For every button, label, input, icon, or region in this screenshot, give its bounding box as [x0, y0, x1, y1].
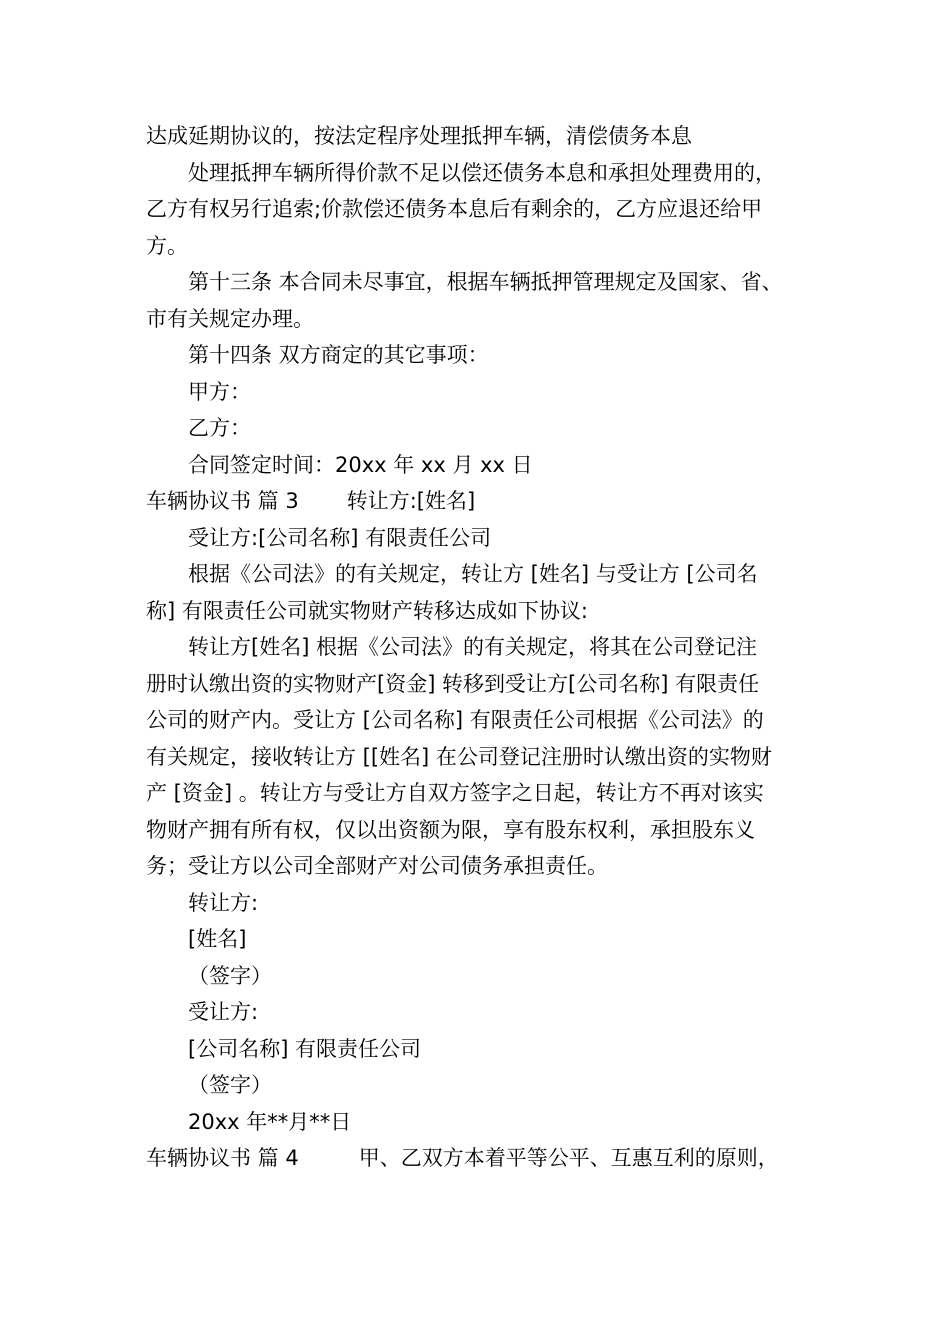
text-line: 公司的财产内。受让方 [公司名称] 有限责任公司根据《公司法》的 — [146, 708, 764, 732]
text-line: 甲方： — [188, 379, 251, 404]
text-line: 务；受让方以公司全部财产对公司债务承担责任。 — [146, 854, 608, 878]
text-line: 有关规定，接收转让方 [[姓名] 在公司登记注册时认缴出资的实物财 — [146, 744, 772, 769]
text-line: 达成延期协议的，按法定程序处理抵押车辆，清偿债务本息 — [146, 124, 692, 148]
text-line: 合同签定时间：20xx 年 xx 月 xx 日 — [188, 452, 533, 477]
document-body — [146, 118, 826, 1177]
text-line: 册时认缴出资的实物财产[资金] 转移到受让方[公司名称] 有限责任 — [146, 671, 760, 696]
text-line: 乙方： — [188, 416, 251, 440]
text-line: （签字） — [188, 963, 272, 988]
text-line: 市有关规定办理。 — [146, 306, 314, 331]
text-line: 20xx 年**月**日 — [188, 1109, 352, 1134]
text-line: 乙方有权另行追索;价款偿还债务本息后有剩余的，乙方应退还给甲 — [146, 197, 763, 221]
section-heading-line — [146, 483, 826, 520]
text-line: 转让方[姓名] 根据《公司法》的有关规定，将其在公司登记注 — [188, 635, 758, 659]
text-line: [公司名称] 有限责任公司 — [188, 1036, 422, 1061]
section-heading: 车辆协议书 篇 3 — [146, 489, 299, 513]
text-line: [姓名] — [188, 927, 247, 951]
text-line: 物财产拥有所有权，仅以出资额为限，享有股东权利，承担股东义 — [146, 817, 755, 842]
text-run: 转让方:[姓名] — [346, 489, 476, 513]
text-run: 甲、乙双方本着平等公平、互惠互利的原则， — [358, 1146, 779, 1170]
section-heading-line — [146, 1140, 826, 1177]
text-line: 第十四条 双方商定的其它事项： — [188, 343, 489, 367]
text-line: 根据《公司法》的有关规定，转让方 [姓名] 与受让方 [公司名 — [188, 562, 758, 586]
text-line: 受让方:[公司名称] 有限责任公司 — [188, 525, 492, 550]
text-line: 受让方: — [188, 1000, 259, 1024]
text-line: 处理抵押车辆所得价款不足以偿还债务本息和承担处理费用的， — [188, 160, 776, 185]
text-line: 转让方: — [188, 890, 259, 915]
section-heading: 车辆协议书 篇 4 — [146, 1146, 299, 1170]
text-line: 称] 有限责任公司就实物财产转移达成如下协议: — [146, 598, 588, 623]
text-line: 产 [资金] 。转让方与受让方自双方签字之日起，转让方不再对该实 — [146, 781, 764, 805]
text-line: （签字） — [188, 1073, 272, 1097]
text-line: 方。 — [146, 233, 188, 258]
text-line: 第十三条 本合同未尽事宜，根据车辆抵押管理规定及国家、省、 — [188, 270, 783, 294]
